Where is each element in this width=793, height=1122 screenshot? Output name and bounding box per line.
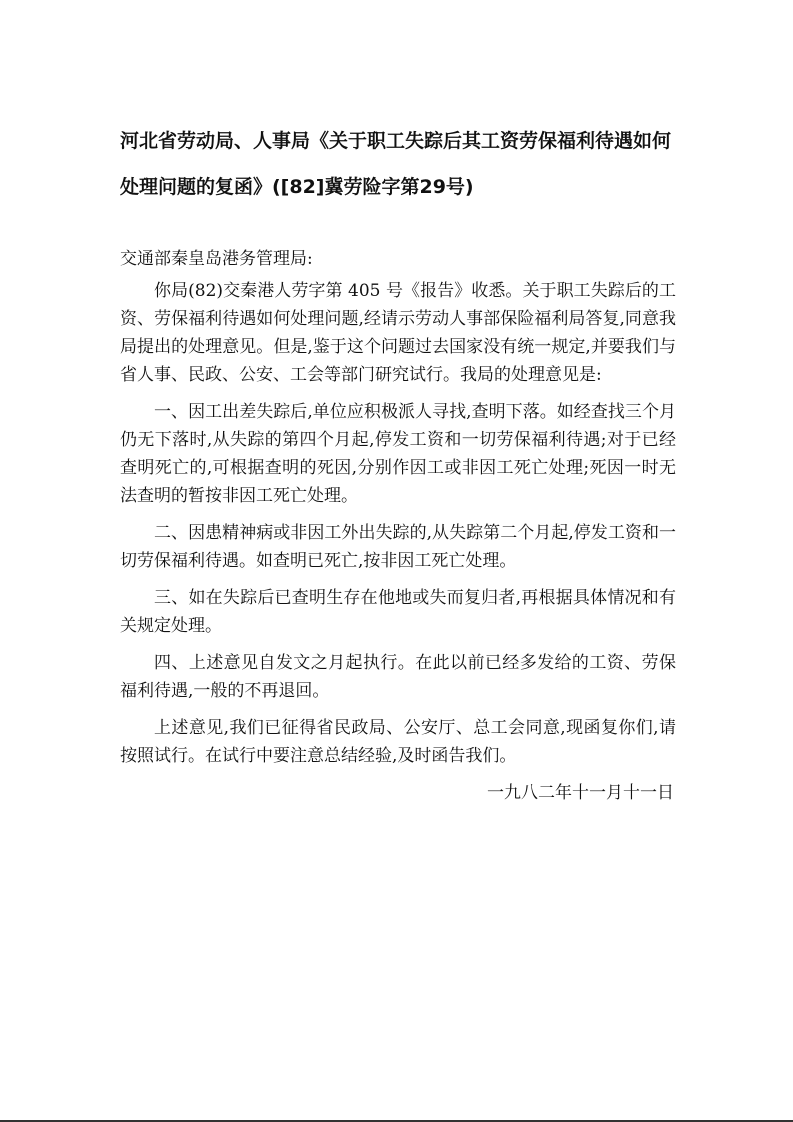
paragraph-item-1: 一、因工出差失踪后,单位应积极派人寻找,查明下落。如经查找三个月仍无下落时,从失踪的第四个月起,停发工资和一切劳保福利待遇;对于已经查明死亡的,可根据查明的死因,分别作因工或非因工死亡处理;死因一时无法查明的暂按非因工死亡处理。 <box>120 402 676 506</box>
document-title: 河北省劳动局、人事局《关于职工失踪后其工资劳保福利待遇如何处理问题的复函》([82]冀劳险字第29号) <box>120 130 672 198</box>
paragraph-item-2: 二、因患精神病或非因工外出失踪的,从失踪第二个月起,停发工资和一切劳保福利待遇。如查明已死亡,按非因工死亡处理。 <box>120 523 676 571</box>
document-date: 一九八二年十一月十一日 <box>487 783 674 803</box>
paragraph-item-3: 三、如在失踪后已查明生存在他地或失而复归者,再根据具体情况和有关规定处理。 <box>120 588 676 636</box>
paragraph-item-4: 四、上述意见自发文之月起执行。在此以前已经多发给的工资、劳保福利待遇,一般的不再退回。 <box>120 653 676 701</box>
paragraph-closing: 上述意见,我们已征得省民政局、公安厅、总工会同意,现函复你们,请按照试行。在试行中要注意总结经验,及时函告我们。 <box>120 718 676 766</box>
salutation: 交通部秦皇岛港务管理局: <box>120 249 313 269</box>
document-body <box>120 243 676 807</box>
paragraph-intro: 你局(82)交秦港人劳字第 405 号《报告》收悉。关于职工失踪后的工资、劳保福利待遇如何处理问题,经请示劳动人事部保险福利局答复,同意我局提出的处理意见。但是,鉴于这个问题过去国家没有统一规定,并要我们与省人事、民政、公安、工会等部门研究试行。我局的处理意见是: <box>120 281 676 385</box>
